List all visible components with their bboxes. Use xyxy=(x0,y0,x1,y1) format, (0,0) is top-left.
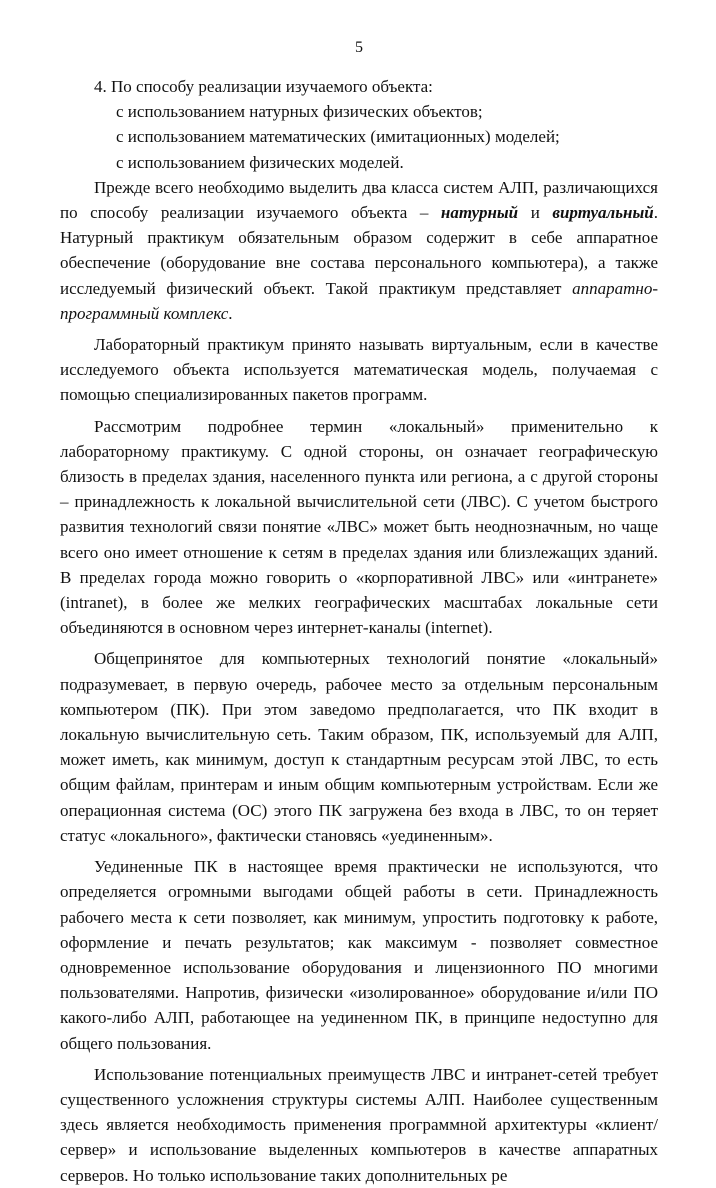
list-item: с использованием физических моделей. xyxy=(116,152,404,172)
list-heading: 4. По способу реализации изучаемого объекта: xyxy=(94,77,433,96)
paragraph-local-term: Рассмотрим подробнее термин «локальный» применительно к лабораторному практикуму. С одной стороны, он означает географическую близость в пределах здания, населенного пункта или региона, а с другой стороны – принадлежность к локальной вычислительной сети (ЛВС). С учетом быстрого развития технологий связи понятие «ЛВС» может быть неоднозначным, но чаще всего оно имеет отношение к сетям в пределах здания или близлежащих зданий. В пределах города можно говорить о «корпоративной ЛВС» или «интранете» (intranet), в более же мелких географических масштабах локальные сети объединяются в основном через интернет-каналы (internet). xyxy=(60,416,658,638)
paragraph-local-pc: Общепринятое для компьютерных технологий понятие «локальный» подразумевает, в первую очередь, рабочее место за отдельным персональным компьютером (ПК). При этом заведомо предполагается, что ПК входит в локальную вычислительную сеть. Таким образом, ПК, используемый для АЛП, может иметь, как минимум, доступ к стандартным ресурсам этой ЛВС, то есть общим файлам, принтерам и иным общим компьютерным устройствам. Если же операционная система (ОС) этого ПК загружена без входа в ЛВС, то он теряет статус «локального», фактически становясь «уединенным». xyxy=(60,649,658,845)
paragraph-virtual-practicum: Лабораторный практикум принято называть виртуальным, если в качестве исследуемого объекта используется математическая модель, получаемая с помощью специализированных пакетов программ. xyxy=(60,335,658,405)
paragraph-text: Прежде всего необходимо выделить два класса систем АЛП, различающихся по способу реализации изучаемого объекта – xyxy=(60,177,658,223)
paragraph-text: . xyxy=(228,303,233,323)
paragraph-alp-classes xyxy=(60,175,658,326)
paragraph-isolated-pc: Уединенные ПК в настоящее время практически не используются, что определяется огромными выгодами общей работы в сети. Принадлежность рабочего места к сети позволяет, как минимум, упростить подготовку к работе, оформление и печать результатов; как максимум - позволяет совместное одновременное использование оборудования и лицензионного ПО многими пользователями. Напротив, физически «изолированное» оборудование и/или ПО какого-либо АЛП, работающее на уединенном ПК, в принципе недоступно для общего пользования. xyxy=(60,857,658,1053)
method-list xyxy=(60,99,658,175)
page-number: 5 xyxy=(355,39,363,56)
term-natural: натурный xyxy=(440,203,519,223)
paragraph-text: . Натурный практикум обязательным образом содержит в себе аппаратное обеспечение (оборудование вне состава персонального компьютера), а также исследуемый физический объект. Такой практикум представляет xyxy=(60,203,658,298)
term-virtual: виртуальный xyxy=(552,203,654,223)
document-page xyxy=(60,38,658,1185)
list-item: с использованием математических (имитационных) моделей; xyxy=(116,127,560,147)
paragraph-text: и xyxy=(518,203,553,223)
list-item: с использованием натурных физических объектов; xyxy=(116,102,483,122)
term-hardware-software-complex: аппаратно-программный комплекс xyxy=(60,278,658,323)
paragraph-network-advantages: Использование потенциальных преимуществ ЛВС и интранет-сетей требует существенного усложнения структуры системы АЛП. Наиболее существенным здесь является необходимость применения программной архитектуры «клиент/сервер» и использование выделенных компьютеров в качестве аппаратных серверов. Но только использование таких дополнительных ре xyxy=(60,1064,658,1185)
